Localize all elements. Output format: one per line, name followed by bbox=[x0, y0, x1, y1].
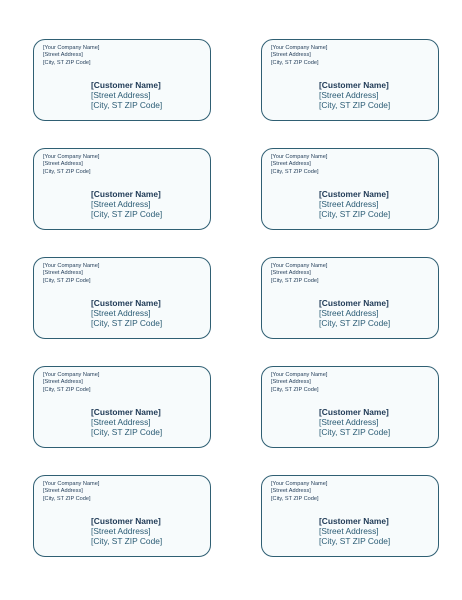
recipient-address bbox=[319, 408, 390, 437]
customer-city-state-zip: [City, ST ZIP Code] bbox=[319, 317, 391, 328]
customer-name: [Customer Name] bbox=[319, 407, 389, 417]
return-city-state-zip: [City, ST ZIP Code] bbox=[271, 495, 319, 502]
customer-name: [Customer Name] bbox=[319, 189, 389, 199]
customer-street-address: [Street Address] bbox=[91, 416, 151, 427]
customer-city-state-zip: [City, ST ZIP Code] bbox=[319, 208, 391, 219]
return-company-name: [Your Company Name] bbox=[271, 372, 328, 378]
return-street-address: [Street Address] bbox=[43, 488, 83, 495]
mailing-label bbox=[33, 475, 211, 557]
return-address bbox=[271, 45, 327, 67]
customer-street-address: [Street Address] bbox=[319, 525, 379, 536]
return-address bbox=[43, 481, 99, 503]
customer-street-address: [Street Address] bbox=[319, 307, 379, 318]
return-city-state-zip: [City, ST ZIP Code] bbox=[43, 495, 91, 502]
customer-city-state-zip: [City, ST ZIP Code] bbox=[91, 426, 163, 437]
recipient-address bbox=[91, 190, 162, 219]
mailing-label bbox=[261, 39, 439, 121]
return-company-name: [Your Company Name] bbox=[271, 263, 328, 269]
customer-street-address: [Street Address] bbox=[319, 416, 379, 427]
customer-name: [Customer Name] bbox=[319, 80, 389, 90]
return-street-address: [Street Address] bbox=[43, 379, 83, 386]
customer-street-address: [Street Address] bbox=[319, 198, 379, 209]
return-address bbox=[271, 263, 327, 285]
return-city-state-zip: [City, ST ZIP Code] bbox=[271, 386, 319, 393]
return-city-state-zip: [City, ST ZIP Code] bbox=[271, 59, 319, 66]
return-company-name: [Your Company Name] bbox=[271, 45, 328, 51]
recipient-address bbox=[319, 299, 390, 328]
customer-name: [Customer Name] bbox=[91, 407, 161, 417]
return-address bbox=[43, 263, 99, 285]
return-city-state-zip: [City, ST ZIP Code] bbox=[43, 168, 91, 175]
return-street-address: [Street Address] bbox=[271, 161, 311, 168]
return-street-address: [Street Address] bbox=[43, 161, 83, 168]
customer-city-state-zip: [City, ST ZIP Code] bbox=[91, 208, 163, 219]
mailing-label bbox=[33, 366, 211, 448]
mailing-label bbox=[261, 148, 439, 230]
customer-city-state-zip: [City, ST ZIP Code] bbox=[319, 535, 391, 546]
return-street-address: [Street Address] bbox=[271, 270, 311, 277]
customer-name: [Customer Name] bbox=[319, 516, 389, 526]
return-street-address: [Street Address] bbox=[271, 379, 311, 386]
customer-street-address: [Street Address] bbox=[91, 89, 151, 100]
recipient-address bbox=[91, 517, 162, 546]
recipient-address bbox=[319, 81, 390, 110]
customer-name: [Customer Name] bbox=[91, 189, 161, 199]
customer-city-state-zip: [City, ST ZIP Code] bbox=[319, 426, 391, 437]
customer-name: [Customer Name] bbox=[91, 516, 161, 526]
customer-street-address: [Street Address] bbox=[319, 89, 379, 100]
customer-city-state-zip: [City, ST ZIP Code] bbox=[91, 317, 163, 328]
return-company-name: [Your Company Name] bbox=[43, 263, 100, 269]
recipient-address bbox=[91, 81, 162, 110]
customer-city-state-zip: [City, ST ZIP Code] bbox=[91, 99, 163, 110]
customer-city-state-zip: [City, ST ZIP Code] bbox=[91, 535, 163, 546]
return-company-name: [Your Company Name] bbox=[43, 481, 100, 487]
return-address bbox=[43, 372, 99, 394]
mailing-label bbox=[261, 257, 439, 339]
return-city-state-zip: [City, ST ZIP Code] bbox=[43, 59, 91, 66]
customer-street-address: [Street Address] bbox=[91, 198, 151, 209]
return-address bbox=[271, 372, 327, 394]
recipient-address bbox=[91, 408, 162, 437]
return-company-name: [Your Company Name] bbox=[43, 45, 100, 51]
return-city-state-zip: [City, ST ZIP Code] bbox=[271, 168, 319, 175]
return-address bbox=[271, 481, 327, 503]
return-address bbox=[43, 45, 99, 67]
return-company-name: [Your Company Name] bbox=[43, 154, 100, 160]
customer-city-state-zip: [City, ST ZIP Code] bbox=[319, 99, 391, 110]
return-street-address: [Street Address] bbox=[271, 488, 311, 495]
customer-street-address: [Street Address] bbox=[91, 307, 151, 318]
mailing-label bbox=[261, 475, 439, 557]
mailing-label bbox=[33, 39, 211, 121]
customer-street-address: [Street Address] bbox=[91, 525, 151, 536]
return-city-state-zip: [City, ST ZIP Code] bbox=[271, 277, 319, 284]
return-address bbox=[271, 154, 327, 176]
return-street-address: [Street Address] bbox=[271, 52, 311, 59]
return-company-name: [Your Company Name] bbox=[271, 481, 328, 487]
return-city-state-zip: [City, ST ZIP Code] bbox=[43, 277, 91, 284]
return-company-name: [Your Company Name] bbox=[43, 372, 100, 378]
mailing-label bbox=[33, 257, 211, 339]
return-city-state-zip: [City, ST ZIP Code] bbox=[43, 386, 91, 393]
return-street-address: [Street Address] bbox=[43, 52, 83, 59]
return-address bbox=[43, 154, 99, 176]
recipient-address bbox=[91, 299, 162, 328]
mailing-label bbox=[261, 366, 439, 448]
customer-name: [Customer Name] bbox=[91, 80, 161, 90]
customer-name: [Customer Name] bbox=[319, 298, 389, 308]
customer-name: [Customer Name] bbox=[91, 298, 161, 308]
mailing-label bbox=[33, 148, 211, 230]
return-company-name: [Your Company Name] bbox=[271, 154, 328, 160]
recipient-address bbox=[319, 517, 390, 546]
return-street-address: [Street Address] bbox=[43, 270, 83, 277]
recipient-address bbox=[319, 190, 390, 219]
